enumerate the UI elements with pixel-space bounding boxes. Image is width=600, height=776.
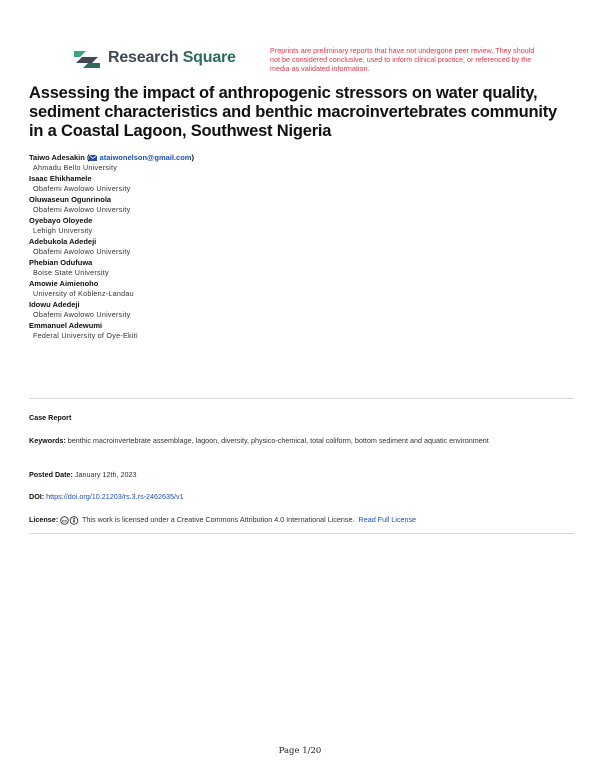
author-affiliation: Obafemi Awolowo University [33,205,131,214]
author-item [29,153,569,173]
doi-link[interactable]: https://doi.org/10.21203/rs.3.rs-2462635/v1 [46,492,184,501]
author-name: Phebian Odufuwa [29,258,93,267]
author-item [29,216,569,236]
brand-name-part1: Research [108,49,179,66]
section-divider [29,533,574,534]
author-email-link[interactable]: ataiwonelson@gmail.com [99,153,192,162]
author-item [29,195,569,215]
author-list [29,153,569,342]
license-text: This work is licensed under a Creative Commons Attribution 4.0 International License. [82,515,355,524]
license-label: License: [29,515,59,524]
author-affiliation: Ahmadu Bello University [33,163,118,172]
author-affiliation: Obafemi Awolowo University [33,184,131,193]
author-name: Isaac Ehikhamele [29,174,92,183]
keywords [29,436,574,446]
brand-name-part2: Square [182,49,236,66]
author-item [29,300,569,320]
keywords-text: benthic macroinvertebrate assemblage, lagoon, diversity, physico-chemical, total coliform, bottom sediment and aquatic environment [67,436,489,445]
author-item [29,321,569,341]
keywords-label: Keywords: [29,436,66,445]
brand-name [108,49,236,67]
author-affiliation: Boise State University [33,268,109,277]
envelope-icon [89,155,97,161]
author-name-text: Taiwo Adesakin [29,153,85,162]
license [29,515,574,525]
author-affiliation: Obafemi Awolowo University [33,247,131,256]
author-affiliation: Lehigh University [33,226,93,235]
preprint-notice: Preprints are preliminary reports that have not undergone peer review. They should not be considered conclusive, used to inform clinical practice, or referenced by the media as validated information. [270,46,535,73]
author-affiliation: Federal University of Oye-Ekiti [33,331,138,340]
posted-date-value: January 12th, 2023 [74,470,137,479]
posted-date-label: Posted Date: [29,470,73,479]
research-square-logo-icon [72,47,102,69]
author-name: Emmanuel Adewumi [29,321,103,330]
author-name: Idowu Adedeji [29,300,80,309]
author-name: Taiwo Adesakin ( ataiwonelson@gmail.com) [29,153,194,162]
author-item [29,279,569,299]
author-name: Oyebayo Oloyede [29,216,93,225]
paper-title: Assessing the impact of anthropogenic stressors on water quality, sediment characteristics and benthic macroinvertebrates community in a Coastal Lagoon, Southwest Nigeria [29,84,558,140]
doi-label: DOI: [29,492,45,501]
author-affiliation: Obafemi Awolowo University [33,310,131,319]
creative-commons-icon [60,516,80,525]
author-affiliation: University of Koblenz-Landau [33,289,134,298]
doi [29,492,574,502]
read-full-license-link[interactable]: Read Full License [358,515,417,524]
author-item [29,237,569,257]
article-type [29,413,574,423]
page-number: Page 1/20 [278,746,322,756]
research-square-logo[interactable] [72,47,236,69]
author-item [29,174,569,194]
article-type-label: Case Report [29,413,72,422]
author-name: Amowie Aimienoho [29,279,99,288]
posted-date [29,470,574,480]
author-name: Adebukola Adedeji [29,237,97,246]
section-divider [29,398,574,399]
svg-text:cc: cc [62,517,68,523]
author-item [29,258,569,278]
author-name: Oluwaseun Ogunrinola [29,195,112,204]
